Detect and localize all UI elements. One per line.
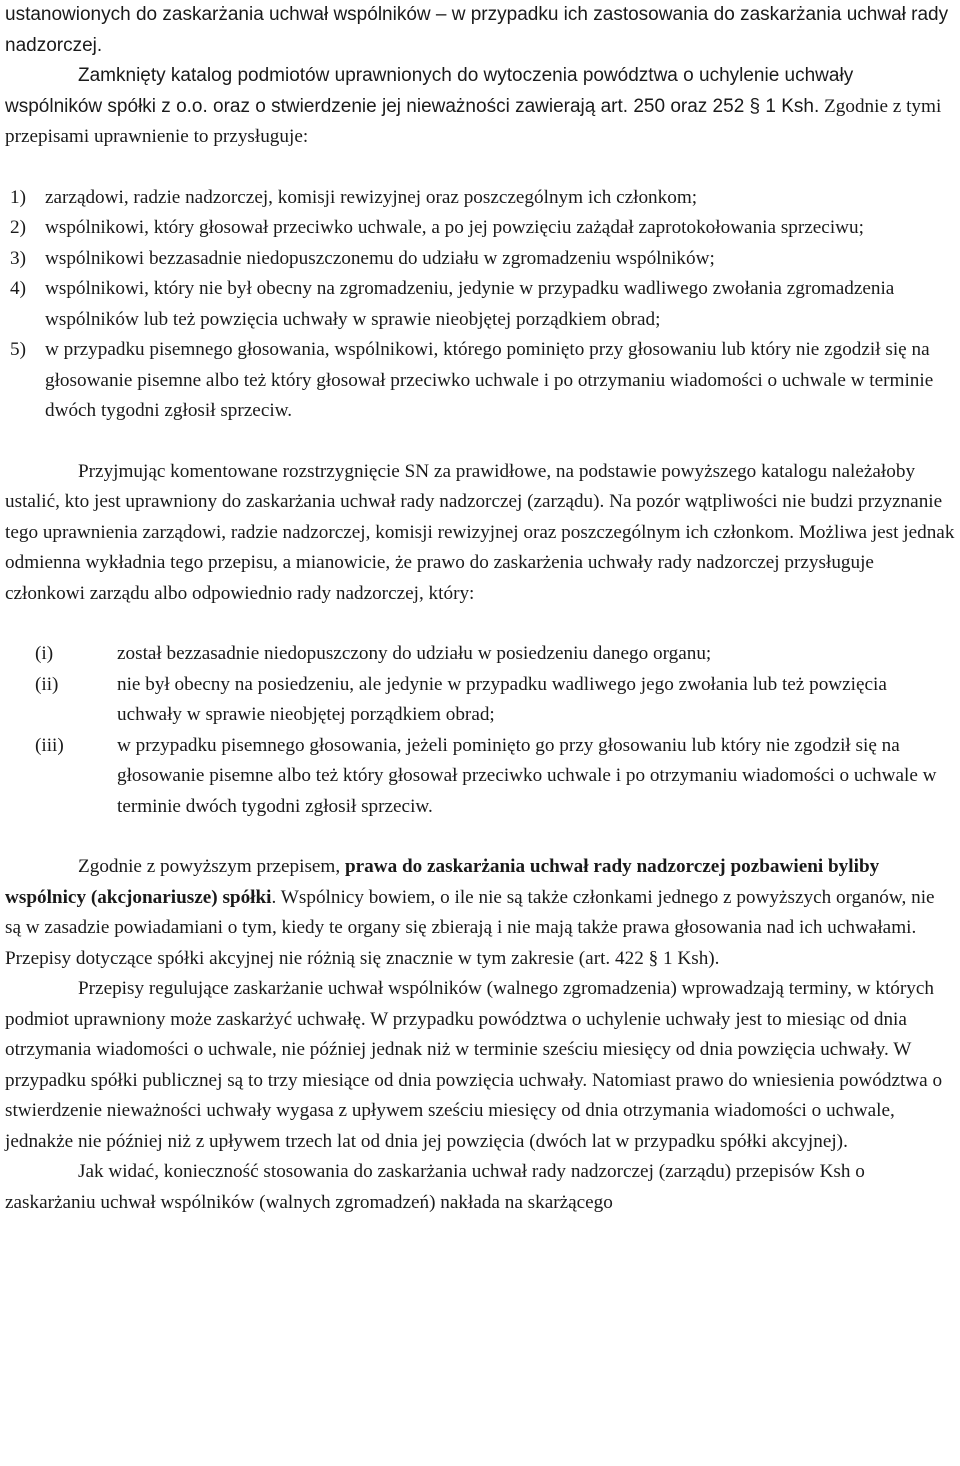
list-item-text: zarządowi, radzie nadzorczej, komisji rewizyjnej oraz poszczególnym ich członkom; (45, 186, 698, 208)
catalog-paragraph-sans: Zamknięty katalog podmiotów uprawnionych do wytoczenia powództwa o uchylenie uchwały wspólników spółki z o.o. oraz o stwierdzenie jej nieważności zawierają art. 250 oraz 252 § 1 Ksh. (5, 65, 854, 117)
conclusion-emphasis: prawa do zaskarżania uchwał rady nadzorczej pozbawieni byliby wspólnicy (akcjonariusze) spółki (5, 856, 880, 908)
conclusion-rest: . Wspólnicy bowiem, o ile nie są także członkami jednego z powyższych organów, nie są w zasadzie powiadamiani o tym, kiedy te organy się zbierają i nie mają także prawa głosowania nad ich uchwałami. Przepisy dotyczące spółki akcyjnej nie różnią się znacznie w tym zakresie (art. 422 § 1 Ksh). (5, 886, 935, 969)
list-item-number: 5) (10, 339, 26, 360)
spacer (5, 609, 955, 639)
conclusion-lead: Zgodnie z powyższym przepisem, (78, 856, 345, 877)
list-item-number: 3) (10, 247, 26, 269)
list-item-number: 1) (10, 186, 26, 208)
list-item-number: 2) (10, 217, 26, 238)
list-item (5, 335, 955, 427)
list-item-number: (ii) (35, 673, 59, 695)
closing-paragraph: Jak widać, konieczność stosowania do zaskarżania uchwał rady nadzorczej (zarządu) przepisów Ksh o zaskarżaniu uchwał wspólników (walnych zgromadzeń) nakłada na skarżącego (5, 1161, 865, 1213)
catalog-paragraph (5, 61, 955, 153)
document-page (5, 0, 955, 1218)
list-item (5, 639, 955, 670)
catalog-paragraph-tail: Zgodnie z tymi przepisami uprawnienie to przysługuje: (5, 95, 942, 147)
interpretation-paragraph: Przyjmując komentowane rozstrzygnięcie SN za prawidłowe, na podstawie powyższego katalogu należałoby ustalić, kto jest uprawniony do zaskarżania uchwał rady nadzorczej (zarządu). Na pozór wątpliwości nie budzi przyznanie tego uprawnienia zarządowi, radzie nadzorczej, komisji rewizyjnej oraz poszczególnym ich członkom. Możliwa jest jednak odmienna wykładnia tego przepisu, a mianowicie, że prawo do zaskarżenia uchwały rady nadzorczej przysługuje członkowi zarządu albo odpowiednio rady nadzorczej, który: (5, 460, 955, 604)
spacer (5, 153, 955, 183)
list-item (5, 213, 955, 244)
conclusion-paragraph (5, 852, 955, 974)
list-item-number: (i) (35, 643, 54, 664)
intro-paragraph: ustanowionych do zaskarżania uchwał wspólników – w przypadku ich zastosowania do zaskarżania uchwał rady nadzorczej. (5, 4, 949, 56)
list-item (5, 183, 955, 214)
list-item-text: wspólnikowi, który głosował przeciwko uchwale, a po jej powzięciu zażądał zaprotokołowania sprzeciwu; (45, 217, 864, 238)
member-conditions-list (5, 639, 955, 822)
list-item-text: w przypadku pisemnego głosowania, jeżeli pominięto go przy głosowaniu lub który nie zgodził się na głosowanie pisemne albo też który głosował przeciwko uchwale i po otrzymaniu wiadomości o uchwale w terminie dwóch tygodni zgłosił sprzeciw. (117, 734, 937, 817)
list-item-text: w przypadku pisemnego głosowania, wspólnikowi, którego pominięto przy głosowaniu lub który nie zgodził się na głosowanie pisemne albo też który głosował przeciwko uchwale i po otrzymaniu wiadomości o uchwale w terminie dwóch tygodni zgłosił sprzeciw. (45, 339, 934, 421)
list-item (5, 670, 955, 731)
deadlines-paragraph: Przepisy regulujące zaskarżanie uchwał wspólników (walnego zgromadzenia) wprowadzają terminy, w których podmiot uprawniony może zaskarżyć uchwałę. W przypadku powództwa o uchylenie uchwały jest to miesiąc od dnia otrzymania wiadomości o uchwale, nie później jednak niż w terminie sześciu miesięcy od dnia powzięcia uchwały. W przypadku spółki publicznej są to trzy miesiące od dnia powzięcia uchwały. Natomiast prawo do wniesienia powództwa o stwierdzenie nieważności uchwały wygasa z upływem sześciu miesięcy od dnia otrzymania wiadomości o uchwale, jednakże nie później niż z upływem trzech lat od dnia jej powzięcia (dwóch lat w przypadku spółki akcyjnej). (5, 978, 943, 1152)
entitled-list (5, 183, 955, 427)
list-item-text: wspólnikowi bezzasadnie niedopuszczonemu do udziału w zgromadzeniu wspólników; (45, 247, 715, 269)
spacer (5, 822, 955, 852)
list-item-text: wspólnikowi, który nie był obecny na zgromadzeniu, jedynie w przypadku wadliwego zwołania zgromadzenia wspólników lub też powzięcia uchwały w sprawie nieobjętej porządkiem obrad; (45, 278, 895, 330)
list-item (5, 274, 955, 335)
spacer (5, 427, 955, 457)
list-item-number: (iii) (35, 734, 64, 756)
list-item-number: 4) (10, 278, 26, 299)
list-item-text: został bezzasadnie niedopuszczony do udziału w posiedzeniu danego organu; (117, 643, 712, 664)
list-item (5, 731, 955, 823)
list-item-text: nie był obecny na posiedzeniu, ale jedynie w przypadku wadliwego jego zwołania lub też powzięcia uchwały w sprawie nieobjętej porządkiem obrad; (117, 673, 887, 725)
list-item (5, 244, 955, 275)
